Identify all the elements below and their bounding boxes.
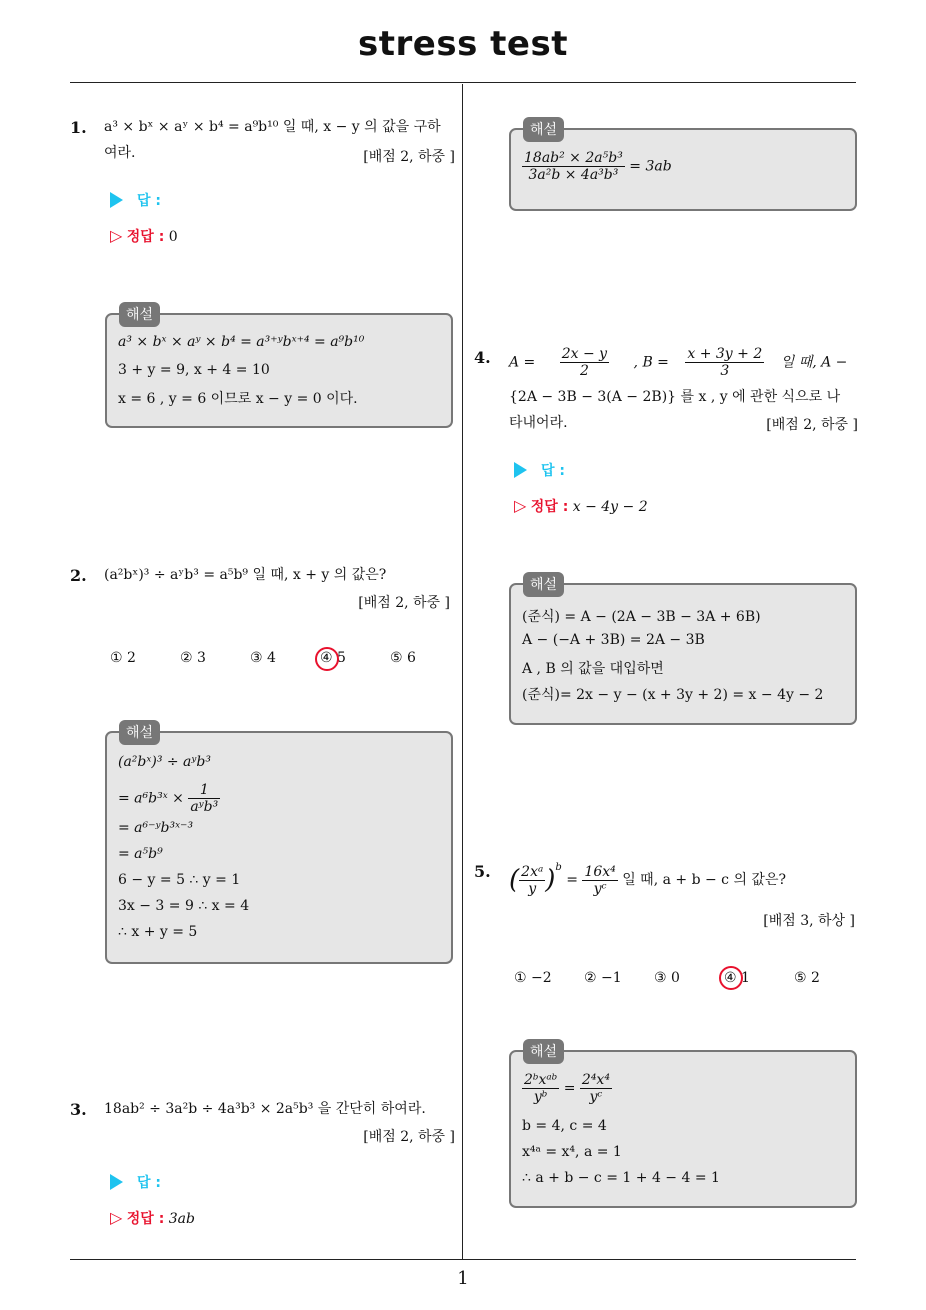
footer-rule [70, 1259, 856, 1260]
q4-sol-line3: A , B 의 값을 대입하면 [522, 661, 664, 677]
q2-sol-line3: = a⁶⁻ʸb³ˣ⁻³ [118, 820, 194, 836]
q5-number: 5. [474, 862, 491, 881]
q1-correct: ▷ 정답 : 0 [110, 226, 178, 245]
q1-number: 1. [70, 118, 87, 137]
q5-lhs-fraction: $\frac{\text{2xᵃ}}{y}$ [521, 863, 544, 897]
q4-line1: A = $\frac{2x - y}{2}$ , B = $\frac{x + 3y + 2}{3}$ 일 때, A − [509, 346, 848, 379]
q1-line1: a³ × bˣ × aʸ × b⁴ = a⁹b¹⁰ 일 때, x − y 의 값을 구하 [104, 119, 441, 135]
q3-solution-tag: 해설 [523, 117, 564, 142]
q5-meta: [배점 3, 하상 ] [763, 913, 855, 929]
q3-correct-value: 3ab [168, 1211, 195, 1227]
q4-sol-line2: A − (−A + 3B) = 2A − 3B [522, 632, 705, 648]
q4-number: 4. [474, 348, 491, 367]
q5-selected-mark [719, 966, 743, 990]
answer-arrow-icon [514, 462, 527, 478]
q2-line1: (a²bˣ)³ ÷ aʸb³ = a⁵b⁹ 일 때, x + y 의 값은? [104, 567, 387, 583]
q2-sol-fraction: $\frac{1}{\text{aʸb³}}$ [190, 782, 219, 815]
q5-rhs-fraction: $\frac{\text{16x⁴}}{\text{yᶜ}}$ [584, 863, 616, 897]
q3-sol-line: $\frac{\text{18ab² × 2a⁵b³}}{\text{3a²b × 4a³b³}}$ = 3ab [524, 150, 672, 183]
answer-arrow-icon [110, 1174, 123, 1190]
q1-correct-value: 0 [168, 229, 178, 245]
q2-sol-line6: 3x − 3 = 9 ∴ x = 4 [118, 898, 250, 914]
q5-sol-line4: ∴ a + b − c = 1 + 4 − 4 = 1 [522, 1170, 720, 1186]
q3-meta: [배점 2, 하중 ] [363, 1129, 455, 1145]
q2-choice-3: ③ 4 [250, 650, 276, 666]
q5-choice-1: ① −2 [514, 970, 552, 986]
header-rule [70, 82, 856, 83]
q2-solution-tag: 해설 [119, 720, 160, 745]
outline-triangle-icon: ▷ [110, 226, 123, 245]
q1-solution-tag: 해설 [119, 302, 160, 327]
q4-correct-value: x − 4y − 2 [572, 499, 648, 515]
q2-sol-line7: ∴ x + y = 5 [118, 924, 198, 940]
q2-sol-line2: = a⁶b³ˣ × $\frac{1}{\text{aʸb³}}$ [118, 782, 219, 815]
q4-line2: {2A − 3B − 3(A − 2B)} 를 x , y 에 관한 식으로 나 [509, 389, 841, 405]
q1-meta: [배점 2, 하중 ] [363, 149, 455, 165]
q5-sol-line3: x⁴ᵃ = x⁴, a = 1 [522, 1144, 622, 1160]
q2-choice-5: ⑤ 6 [390, 650, 416, 666]
q5-sol-line1: $\frac{\text{2ᵇxᵃᵇ}}{\text{yᵇ}}$ = $\frac{\text{2⁴x⁴}}{\text{yᶜ}}$ [524, 1072, 610, 1105]
q1-line2: 여라. [104, 145, 136, 161]
q5-sol-line2: b = 4, c = 4 [522, 1118, 607, 1134]
q1-answer-label: 답 : [110, 190, 161, 210]
q1-sol-line2: 3 + y = 9, x + 4 = 10 [118, 362, 270, 378]
q4-sol-line4: (준식)= 2x − y − (x + 3y + 2) = x − 4y − 2 [522, 687, 824, 703]
outline-triangle-icon: ▷ [110, 1208, 123, 1227]
q2-sol-line1: (a²bˣ)³ ÷ aʸb³ [118, 754, 211, 770]
q1-sol-line3: x = 6 , y = 6 이므로 x − y = 0 이다. [118, 391, 358, 407]
q4-answer-label: 답 : [514, 460, 565, 480]
page-number: 1 [457, 1268, 469, 1289]
outline-triangle-icon: ▷ [514, 496, 527, 515]
q5-choice-2: ② −1 [584, 970, 622, 986]
q5-line1: ( $\frac{\text{2xᵃ}}{y}$ )$^b$ = $\frac{\text{16x⁴}}{\text{yᶜ}}$ 일 때, a + b − c 의 값은? [509, 862, 786, 897]
q2-choice-4: ④ 5 [320, 650, 346, 666]
q3-line1: 18ab² ÷ 3a²b ÷ 4a³b³ × 2a⁵b³ 을 간단히 하여라. [104, 1101, 426, 1117]
q3-number: 3. [70, 1100, 87, 1119]
page-title: stress test [358, 24, 568, 64]
q4-line3: 타내어라. [509, 415, 568, 431]
q5-solution-tag: 해설 [523, 1039, 564, 1064]
q5-choice-3: ③ 0 [654, 970, 680, 986]
column-divider [462, 84, 463, 1259]
q3-answer-label: 답 : [110, 1172, 161, 1192]
q5-sol-fraction-b: $\frac{\text{2⁴x⁴}}{\text{yᶜ}}$ [581, 1072, 610, 1105]
q4-meta: [배점 2, 하중 ] [766, 417, 858, 433]
q4-solution-tag: 해설 [523, 572, 564, 597]
q1-sol-line1: a³ × bˣ × aʸ × b⁴ = a³⁺ʸbˣ⁺⁴ = a⁹b¹⁰ [118, 334, 365, 350]
q2-meta: [배점 2, 하중 ] [358, 595, 450, 611]
q2-choice-2: ② 3 [180, 650, 206, 666]
q4-sol-line1: (준식) = A − (2A − 3B − 3A + 6B) [522, 609, 761, 625]
q2-selected-mark [315, 647, 339, 671]
answer-arrow-icon [110, 192, 123, 208]
q2-sol-line5: 6 − y = 5 ∴ y = 1 [118, 872, 241, 888]
q4-fraction-a: $\frac{2x - y}{2}$ [561, 346, 608, 379]
q3-sol-fraction: $\frac{\text{18ab² × 2a⁵b³}}{\text{3a²b × 4a³b³}}$ [524, 150, 623, 183]
q4-correct: ▷ 정답 : x − 4y − 2 [514, 496, 648, 515]
q5-choice-4: ④ 1 [724, 970, 750, 986]
q2-sol-line4: = a⁵b⁹ [118, 846, 163, 862]
q5-sol-fraction-a: $\frac{\text{2ᵇxᵃᵇ}}{\text{yᵇ}}$ [524, 1072, 558, 1105]
q4-fraction-b: $\frac{x + 3y + 2}{3}$ [687, 346, 763, 379]
q5-choice-5: ⑤ 2 [794, 970, 820, 986]
q3-correct: ▷ 정답 : 3ab [110, 1208, 195, 1227]
q2-number: 2. [70, 566, 87, 585]
q2-choice-1: ① 2 [110, 650, 136, 666]
